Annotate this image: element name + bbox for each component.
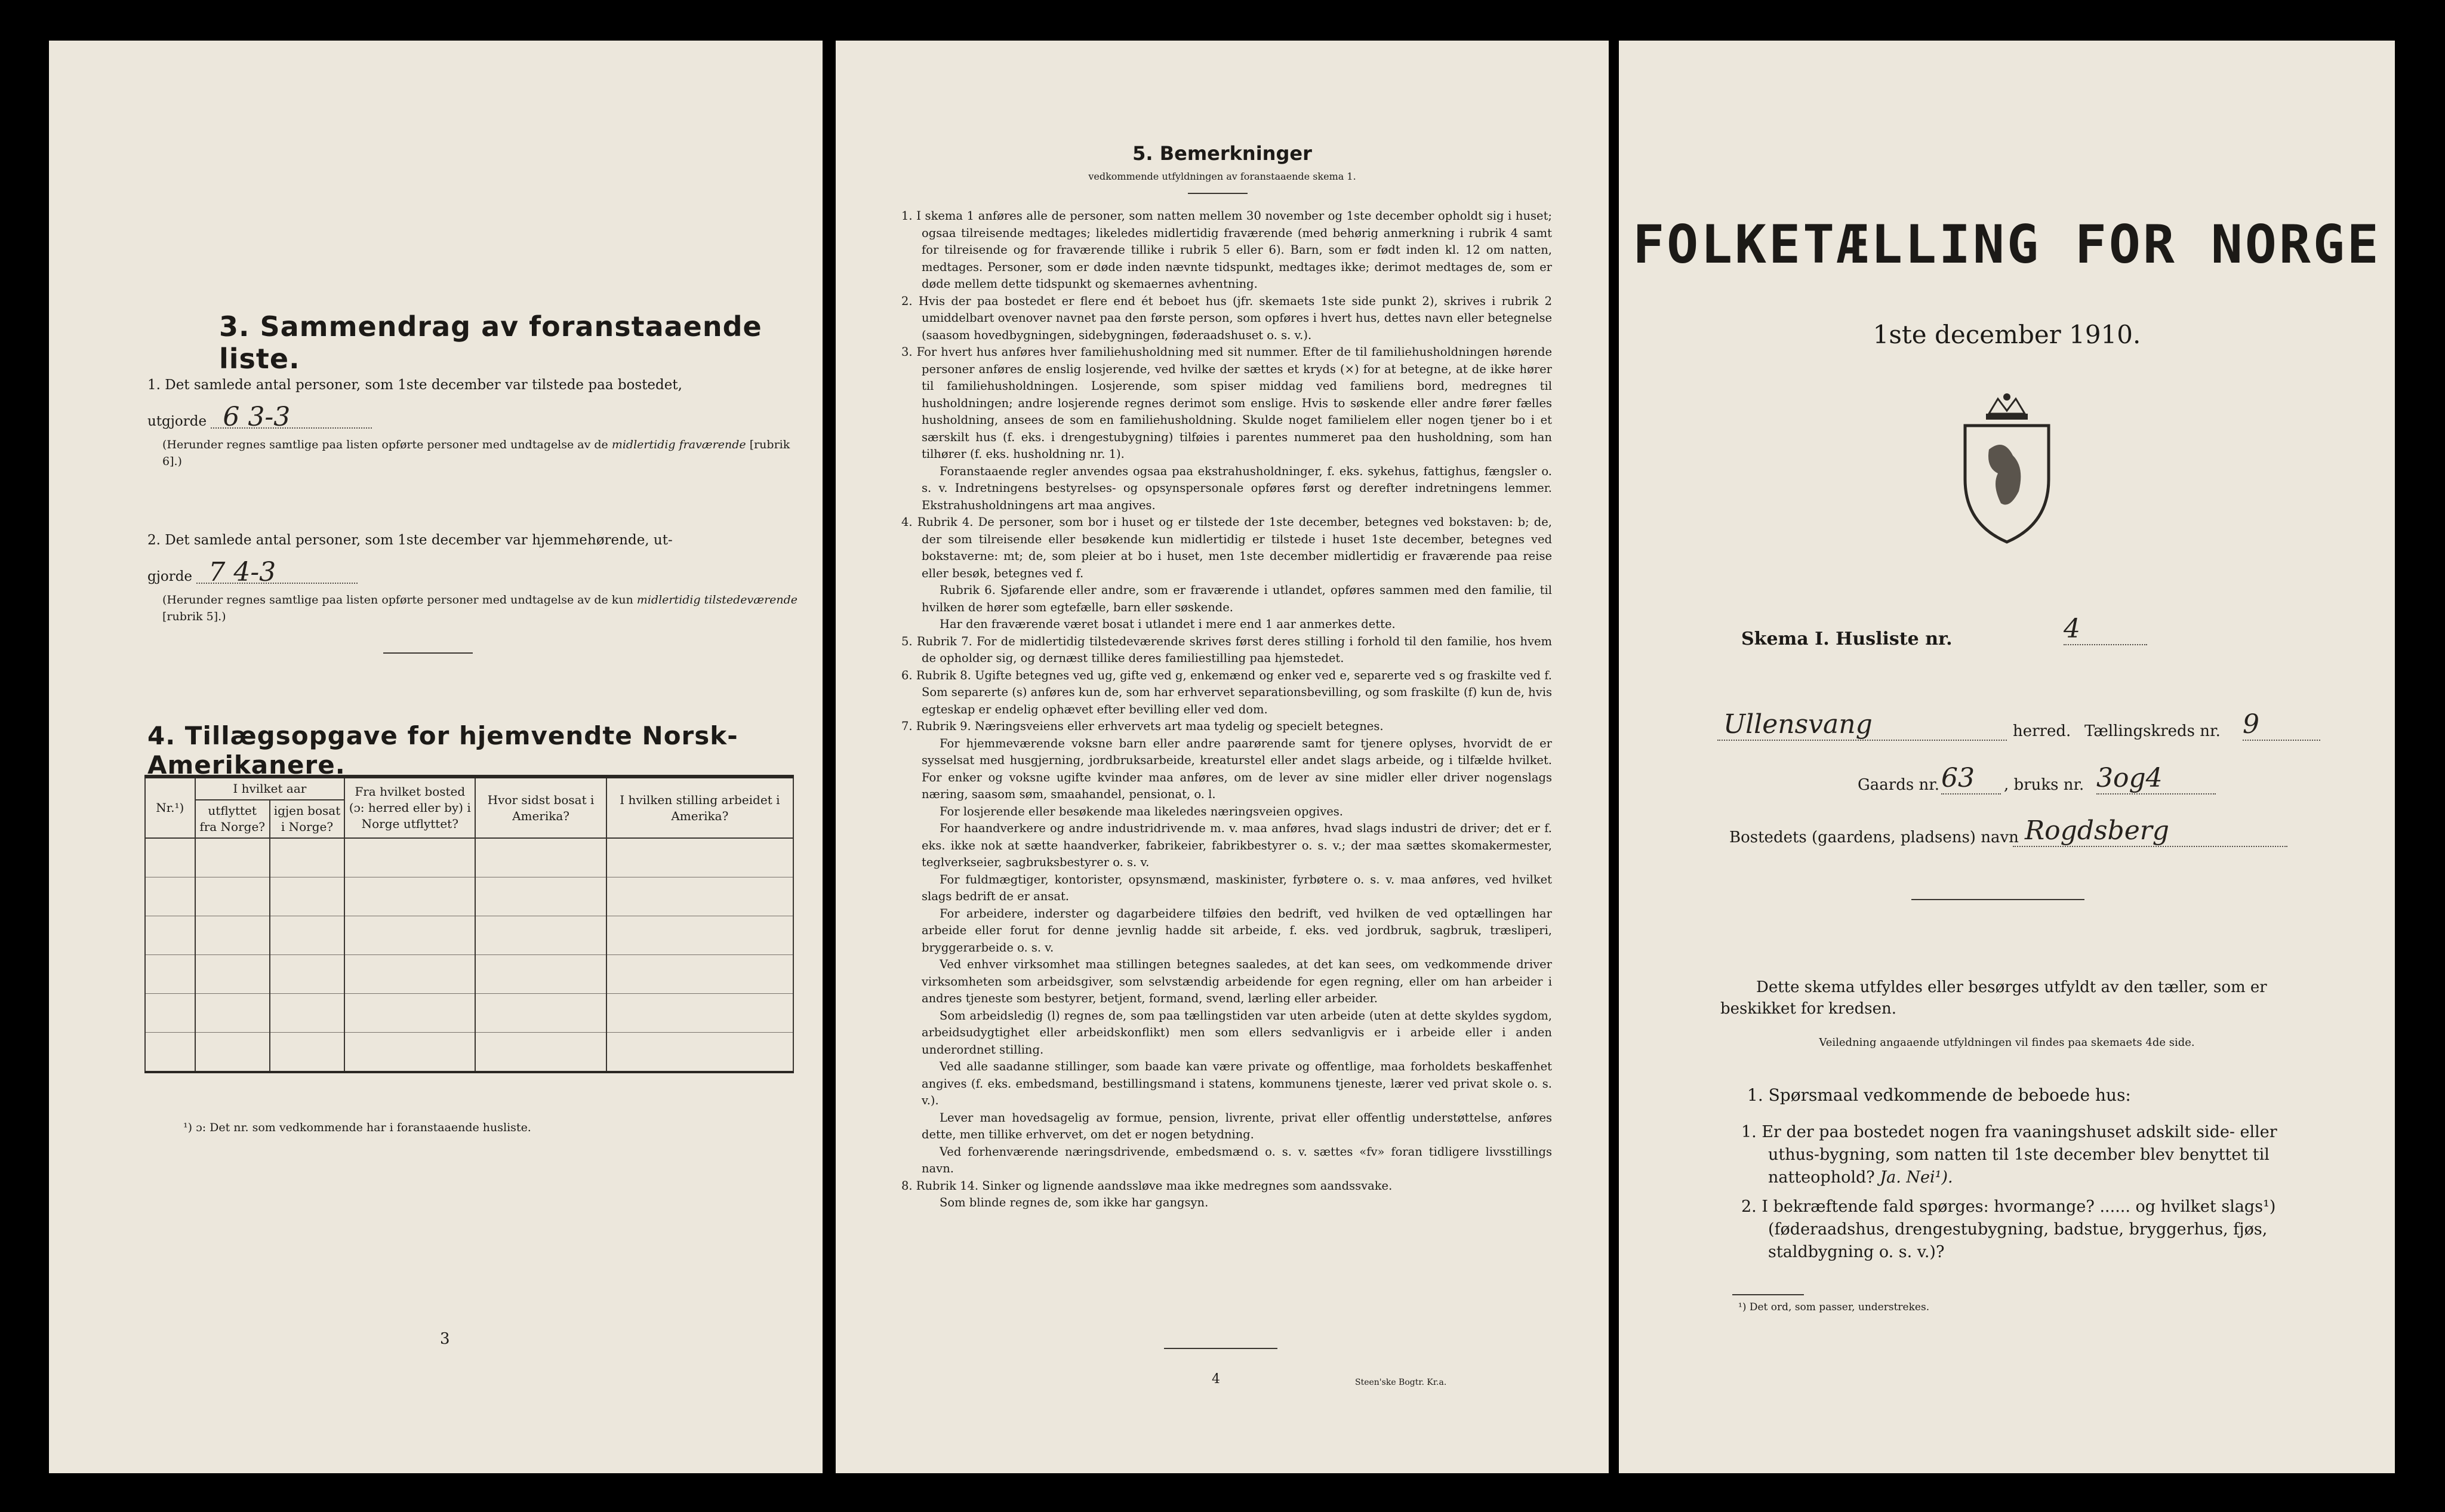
remark-item: 3. For hvert hus anføres hver familiehusholdning med sit nummer. Efter de til familiehusholdningen hørende personer anføres de enslig losjerende, ved hvilke der sættes et kryds (×) for at betegne, at de ikke hører til familiehusholdningen. Losjerende, som spiser middag ved familiens bord, medregnes til husholdningen; andre losjerende regnes derimot som enslige. Hvis to søskende eller andre fører fælles husholdning, ansees de som en familiehusholdning. Skulde noget familielem eller nogen tjener bo i et særskilt hus (f. eks. i drengestubygning) tilføies i parentes nummeret paa den husholdning, som han tilhører (f. eks. husholdning nr. 1). — [901, 345, 1552, 461]
gaards-label: Gaards nr. — [1858, 776, 1940, 794]
table-row — [145, 994, 793, 1033]
kreds-value: 9 — [2243, 709, 2320, 741]
remarks-list — [901, 208, 1552, 1212]
q1-answer: 6 3-3 — [211, 407, 372, 429]
table-row — [145, 838, 793, 877]
divider — [1732, 1294, 1804, 1295]
remarks-subtitle: vedkommende utfyldningen av foranstaaende skema 1. — [1088, 171, 1356, 182]
table-row — [145, 916, 793, 955]
q2-text: 2. Det samlede antal personer, som 1ste december var hjemmehørende, ut- — [147, 532, 673, 548]
remark-item: Som arbeidsledig (l) regnes de, som paa tællingstiden var uten arbeide (uten at dette skyldes sygdom, arbeidsudygtighet eller arbeidskonflikt) men som ellers sedvanligvis er i arbeide eller i anden underordnet stilling. — [922, 1008, 1552, 1057]
page-middle — [836, 41, 1609, 1473]
page-left — [49, 41, 823, 1473]
section4-title: 4. Tillægsopgave for hjemvendte Norsk-Amerikanere. — [147, 721, 738, 780]
skema-label: Skema I. Husliste nr. — [1741, 629, 1953, 649]
herred-label: herred. — [2013, 722, 2071, 740]
remark-item: Rubrik 6. Sjøfarende eller andre, som er fraværende i utlandet, opføres sammen med den familie, til hvilken de hører som egtefælle, barn eller søskende. — [922, 583, 1552, 614]
remark-item: For hjemmeværende voksne barn eller andre paarørende samt for tjenere oplyses, hvorvidt de er sysselsat med husgjerning, jordbruksarbeide, kreaturstel eller andet slags arbeide, og i tilfælde hvilket. For enker og voksne ugifte kvinder maa anføres, om de lever av sine midler eller driver nogenslags næring, saasom søm, smaahandel, pensionat, o. l. — [922, 736, 1552, 801]
q2-answer: 7 4-3 — [196, 562, 358, 584]
skema-value: 4 — [2064, 614, 2147, 645]
form-date: 1ste december 1910. — [1873, 320, 2141, 349]
section4-footnote: ¹) ɔ: Det nr. som vedkommende har i foranstaaende husliste. — [183, 1121, 531, 1134]
herred-value: Ullensvang — [1717, 709, 2007, 741]
question-heading: 1. Spørsmaal vedkommende de beboede hus: — [1747, 1085, 2131, 1105]
col-d: Hvor sidst bosat i Amerika? — [475, 777, 606, 838]
remark-item: For losjerende eller besøkende maa likeledes næringsveien opgives. — [940, 804, 1343, 818]
divider — [1164, 1348, 1277, 1349]
remark-item: For arbeidere, inderster og dagarbeidere tilføies den bedrift, ved hvilken de ved optællingen har arbeide eller forut for denne jevnlig hadde sit arbeide, f. eks. ved jordbruk, sagbruk, træsliperi, bryggerarbeide o. s. v. — [922, 906, 1552, 954]
q2-label: gjorde — [147, 569, 193, 584]
q1-label: utgjorde — [147, 414, 207, 429]
printer-mark: Steen'ske Bogtr. Kr.a. — [1355, 1378, 1447, 1387]
page-right — [1619, 41, 2395, 1473]
section3-title: 3. Sammendrag av foranstaaende liste. — [219, 310, 762, 375]
remark-item: Lever man hovedsagelig av formue, pension, livrente, privat eller offentlig understøttelse, anføres dette, men tillike erhvervet, om det er nogen betydning. — [922, 1110, 1552, 1141]
footnote: ¹) Det ord, som passer, understrekes. — [1738, 1301, 1930, 1313]
question-2: 2. I bekræftende fald spørges: hvormange? ...... og hvilket slags¹) (føderaadshus, drengestubygning, badstue, bryggerhus, fjøs, staldbygning o. s. v.)? — [1741, 1197, 2276, 1261]
question-1: 1. Er der paa bostedet nogen fra vaaningshuset adskilt side- eller uthus-bygning, som natten til 1ste december blev benyttet til natteophold? Ja. Nei¹). — [1741, 1123, 2277, 1187]
remark-item: Som blinde regnes de, som ikke har gangsyn. — [940, 1196, 1209, 1209]
table-row — [145, 877, 793, 916]
gaards-value: 63 — [1941, 763, 2001, 795]
page-number: 4 — [1212, 1372, 1220, 1387]
bruks-label: , bruks nr. — [2004, 776, 2084, 794]
remark-item: For haandverkere og andre industridrivende m. v. maa anføres, hvad slags industri de driver; det er f. eks. ikke nok at sætte haandverker, fabrikeier, fabrikbestyrer o. s. v.; der maa sættes skomakermester, teglverkseier, sagbruksbestyrer o. s. v. — [922, 821, 1552, 869]
col-group: I hvilket aar — [195, 777, 345, 800]
ornament-divider — [1911, 899, 2084, 900]
remarks-title: 5. Bemerkninger — [1132, 142, 1312, 165]
remark-item: Ved alle saadanne stillinger, som baade kan være private og offentlige, maa forholdets beskaffenhet angives (f. eks. embedsmand, bestillingsmand i statens, kommunens tjeneste, lærer ved privat skole o. s. v.). — [922, 1060, 1552, 1107]
remark-item: Foranstaaende regler anvendes ogsaa paa ekstrahusholdninger, f. eks. sykehus, fattighus, fængsler o. s. v. Indretningens bestyrelses- og opsynspersonale opføres først og derefter indretningens lemmer. Ekstrahusholdningens art maa angives. — [922, 464, 1552, 512]
col-a: utflyttet fra Norge? — [195, 800, 270, 838]
divider — [383, 652, 473, 654]
col-nr: Nr.¹) — [145, 777, 195, 838]
q1-text: 1. Det samlede antal personer, som 1ste december var tilstede paa bostedet, — [147, 377, 682, 393]
remark-item: Har den fraværende været bosat i utlandet i mere end 1 aar anmerkes dette. — [940, 617, 1396, 631]
remark-item: Ved forhenværende næringsdrivende, embedsmænd o. s. v. sættes «fv» foran tidligere livsstillings navn. — [922, 1144, 1552, 1175]
remark-item: 7. Rubrik 9. Næringsveiens eller erhvervets art maa tydelig og specielt betegnes. — [901, 719, 1384, 733]
q1-answer-options: Ja. Nei¹). — [1880, 1168, 1953, 1187]
page-number: 3 — [440, 1330, 450, 1348]
norsk-amerikanere-table — [144, 775, 794, 1073]
bruks-value: 3og4 — [2096, 763, 2216, 795]
remark-item: 1. I skema 1 anføres alle de personer, som natten mellem 30 november og 1ste december opholdt sig i huset; ogsaa tilreisende medtages; likeledes midlertidig fraværende (med behørig anmerkning i rubrik 4 samt for tilreisende og for fraværende tillike i rubrik 5 eller 6). Barn, som er født inden kl. 12 om natten, medtages. Personer, som er døde inden nævnte tidspunkt, medtages ikke; derimot medtages de, som er døde mellem dette tidspunkt og skemaernes avhentning. — [901, 209, 1552, 291]
coat-of-arms-icon — [1953, 390, 2061, 545]
form-title: FOLKETÆLLING FOR NORGE — [1633, 214, 2381, 275]
remark-item: 5. Rubrik 7. For de midlertidig tilstedeværende skrives først deres stilling i forhold til den familie, hos hvem de opholder sig, og dernæst tillike deres familiestilling paa hjemstedet. — [901, 634, 1552, 665]
table-row — [145, 1033, 793, 1073]
remark-item: 8. Rubrik 14. Sinker og lignende aandssløve maa ikke medregnes som aandssvake. — [901, 1178, 1393, 1193]
bosted-value: Rogdsberg — [2013, 815, 2287, 847]
section3-q2 — [147, 530, 798, 625]
divider — [1188, 193, 1248, 194]
bosted-label: Bostedets (gaardens, pladsens) navn — [1729, 829, 2019, 846]
section3-q1 — [147, 375, 798, 470]
remark-item: 6. Rubrik 8. Ugifte betegnes ved ug, gifte ved g, enkemænd og enker ved e, separerte ved s og fraskilte ved f. Som separerte (s) anføres kun de, som har erhvervet separationsbevilling, og som fraskilte (f) kun de, hvis egteskap er endelig ophævet efter bevilling eller ved dom. — [901, 668, 1552, 716]
remark-item: Ved enhver virksomhet maa stillingen betegnes saaledes, at det kan sees, om vedkommende driver virksomheten som arbeidsgiver, som selvstændig arbeidende for egen regning, eller om han arbeider i andres tjeneste som bestyrer, betjent, formand, svend, lærling eller arbeider. — [922, 957, 1552, 1005]
q1-note: (Herunder regnes samtlige paa listen opførte personer med undtagelse av de midlertidig fraværende [rubrik 6].) — [162, 438, 790, 468]
remark-item: 4. Rubrik 4. De personer, som bor i huset og er tilstede der 1ste december, betegnes ved bokstaven: b; de, der som tilreisende eller besøkende kun midlertidig er tilstede i huset 1ste december, betegnes ved bokstaverne: mt; de, som pleier at bo i huset, men 1ste december midlertidig er fraværende paa reise eller besøk, betegnes ved f. — [901, 515, 1552, 580]
col-b: igjen bosat i Norge? — [270, 800, 344, 838]
col-e: I hvilken stilling arbeidet i Amerika? — [606, 777, 793, 838]
remark-item: 2. Hvis der paa bostedet er flere end ét beboet hus (jfr. skemaets 1ste side punkt 2), skrives i rubrik 2 umiddelbart ovenover navnet paa den første person, som opføres i hvert hus, dettes navn eller betegnelse (saasom hovedbygningen, sidebygningen, føderaadshuset o. s. v.). — [901, 294, 1552, 342]
q2-note: (Herunder regnes samtlige paa listen opførte personer med undtagelse av de kun midlertidig tilstedeværende [rubrik 5].) — [162, 593, 798, 623]
col-c: Fra hvilket bosted (ɔ: herred eller by) i Norge utflyttet? — [344, 777, 475, 838]
instruction-main: Dette skema utfyldes eller besørges utfyldt av den tæller, som er beskikket for kredsen. — [1720, 978, 2267, 1018]
kreds-label: Tællingskreds nr. — [2084, 722, 2221, 740]
remark-item: For fuldmægtiger, kontorister, opsynsmænd, maskinister, fyrbøtere o. s. v. maa anføres, ved hvilket slags bedrift de er ansat. — [922, 872, 1552, 903]
table-row — [145, 955, 793, 994]
instruction-note: Veiledning angaaende utfyldningen vil findes paa skemaets 4de side. — [1819, 1036, 2195, 1049]
